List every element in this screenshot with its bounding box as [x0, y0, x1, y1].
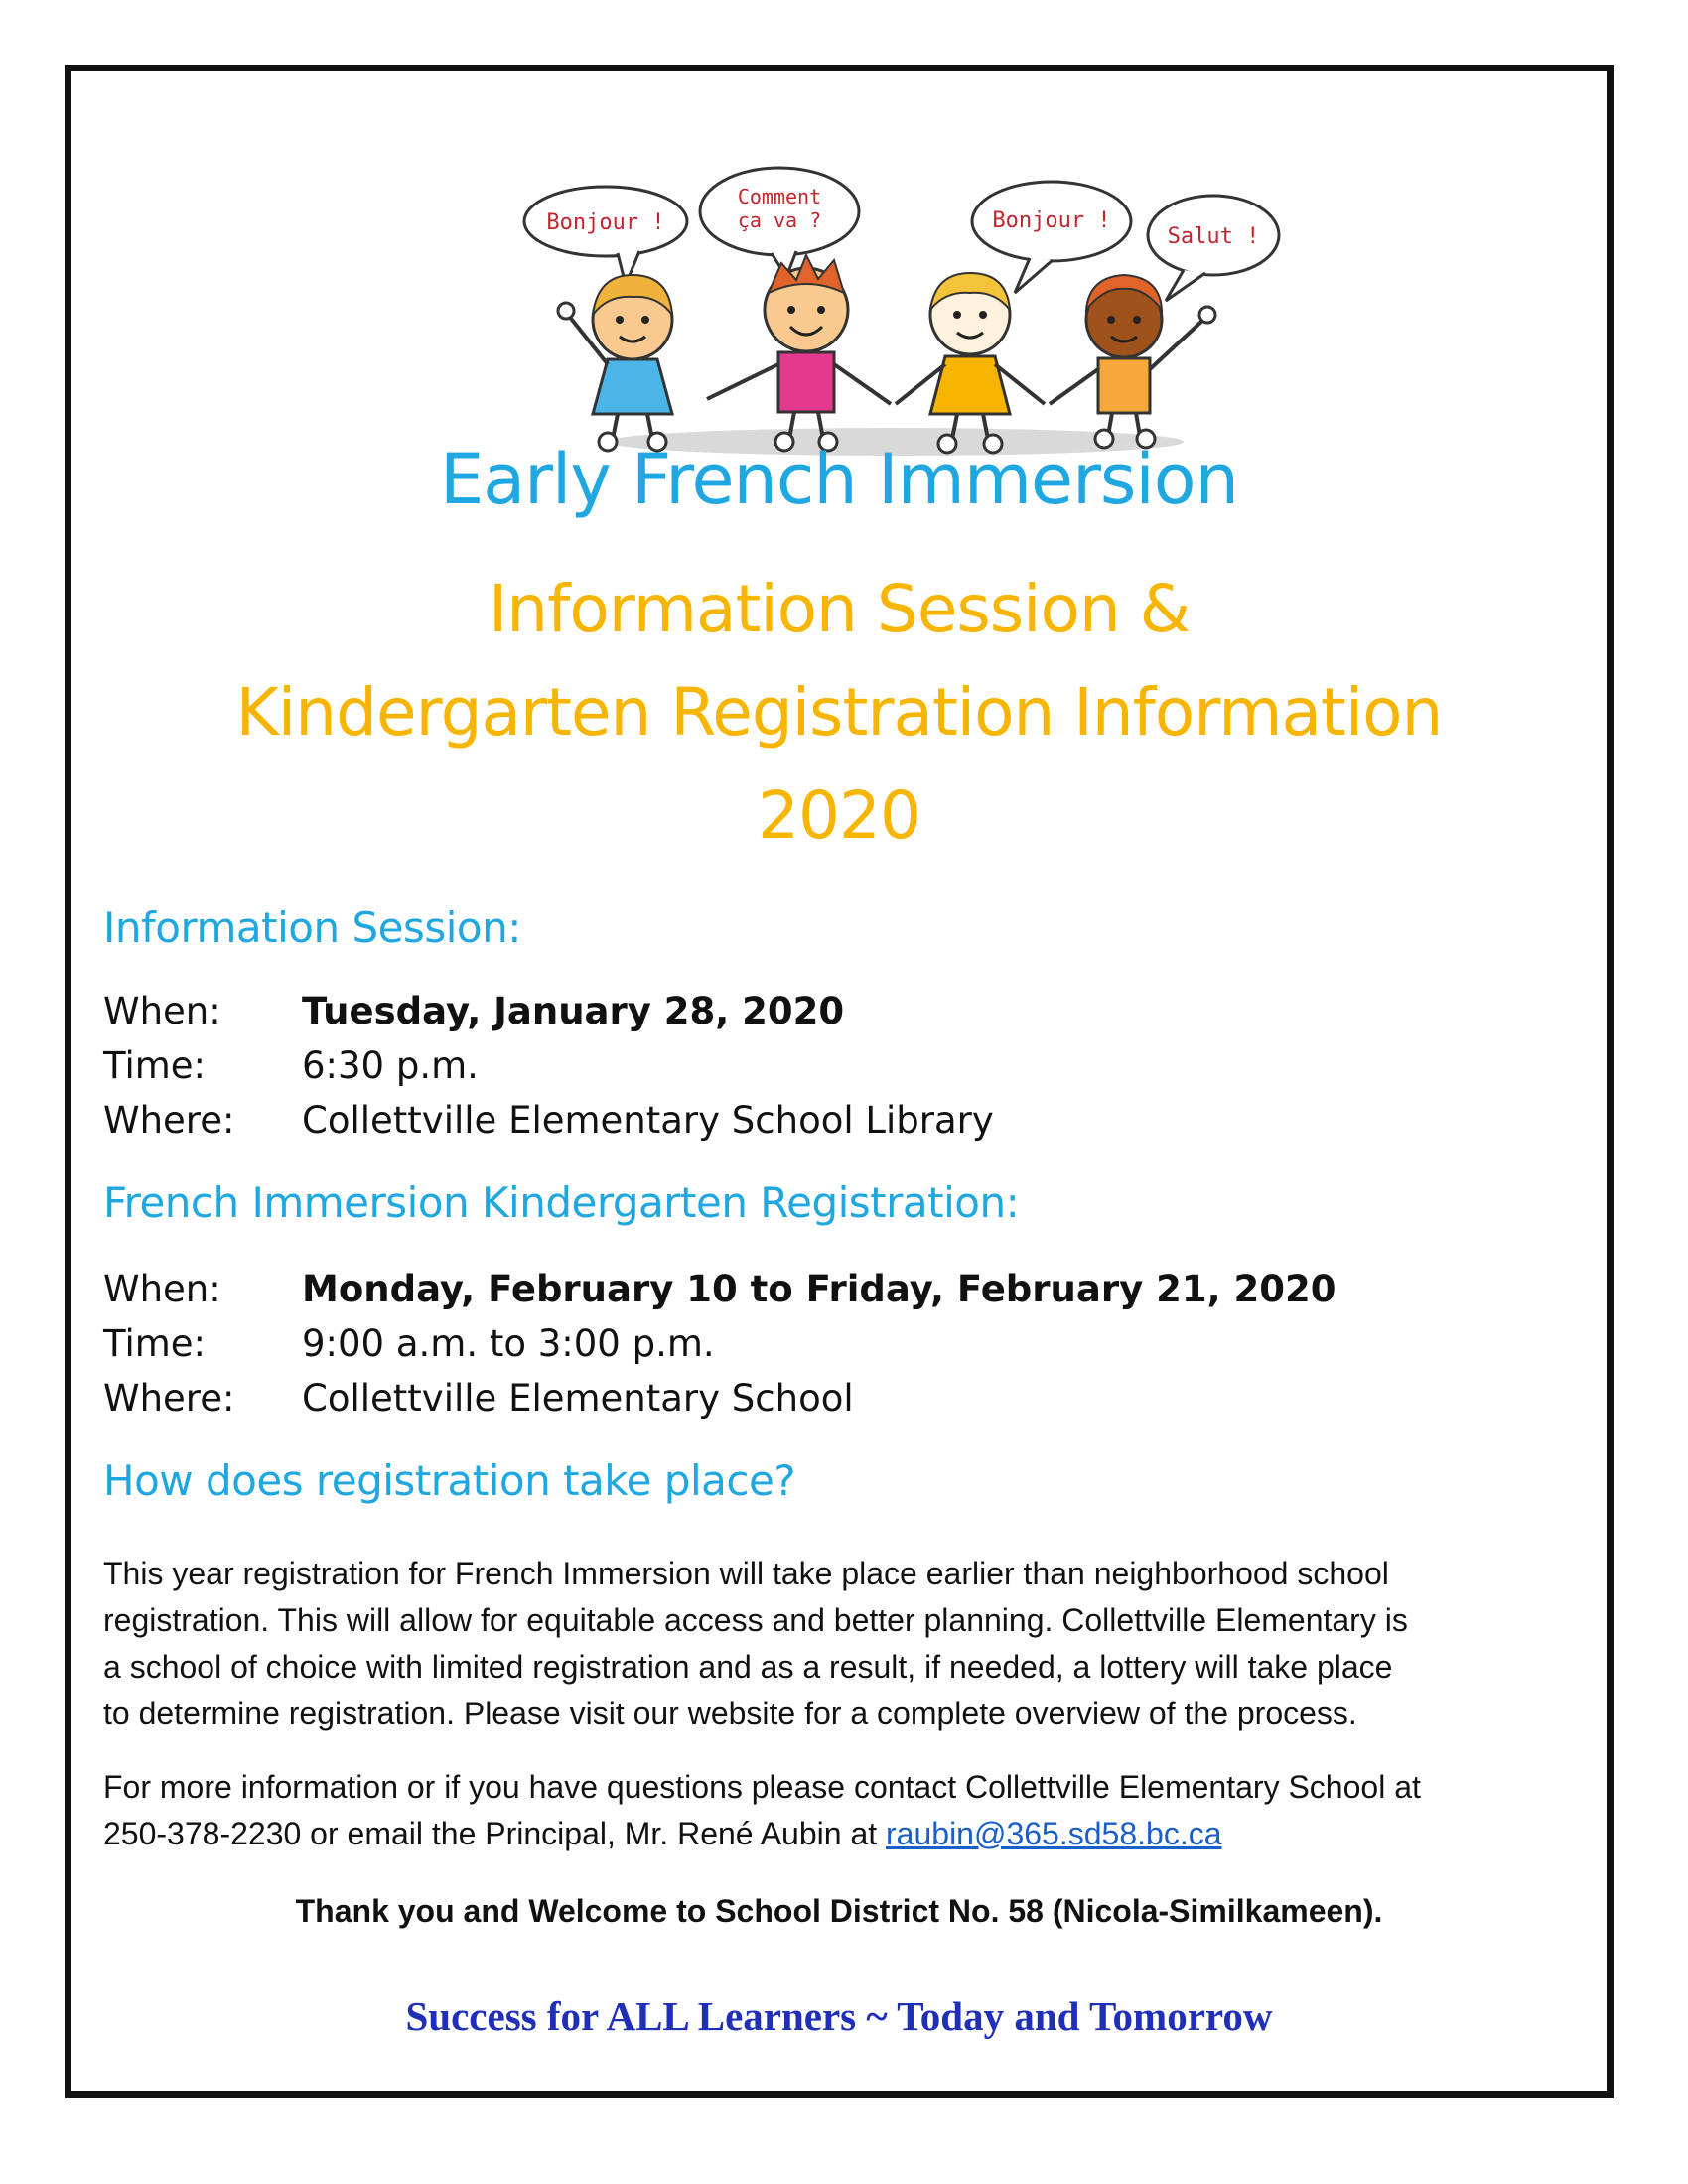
kid-4: [1050, 275, 1215, 448]
how-line-3: a school of choice with limited registration and as a result, if needed, a lottery will take place: [103, 1649, 1393, 1685]
thanks-text: Thank you and Welcome to School District No. 58 (Nicola-Similkameen).: [295, 1893, 1383, 1929]
kids-illustration: [508, 116, 1283, 483]
reg-where-label: Where:: [103, 1377, 235, 1420]
info-time-label: Time:: [103, 1044, 207, 1087]
speech-bubble-3: [972, 182, 1131, 293]
subtitle-line1: Information Session &: [488, 571, 1191, 647]
info-where-value: Collettville Elementary School Library: [302, 1099, 994, 1142]
speech-bubble-1: [524, 187, 687, 285]
reg-time-label: Time:: [103, 1322, 207, 1365]
registration-heading: French Immersion Kindergarten Registration:: [103, 1178, 1020, 1227]
page-subtitle: [71, 558, 1607, 868]
svg-text:ça va ?: ça va ?: [737, 208, 822, 232]
reg-where-value: Collettville Elementary School: [302, 1377, 854, 1420]
speech-bubble-4: [1148, 196, 1279, 301]
info-when-row: [103, 990, 844, 1032]
info-when-label: When:: [103, 990, 221, 1032]
how-line-4: to determine registration. Please visit our website for a complete overview of the process.: [103, 1696, 1357, 1731]
reg-when-value: Monday, February 10 to Friday, February 21, 2020: [302, 1268, 1336, 1310]
info-time-value: 6:30 p.m.: [302, 1044, 479, 1087]
reg-when-label: When:: [103, 1268, 221, 1310]
flyer-frame: [65, 65, 1614, 2098]
info-session-heading: Information Session:: [103, 903, 521, 952]
info-where-label: Where:: [103, 1099, 235, 1142]
reg-where-row: [103, 1377, 854, 1420]
how-paragraph: [103, 1551, 1593, 1737]
svg-text:Salut !: Salut !: [1167, 224, 1260, 249]
reg-time-row: [103, 1322, 715, 1365]
principal-email-link[interactable]: raubin@365.sd58.bc.ca: [886, 1816, 1222, 1851]
info-where-row: [103, 1099, 994, 1142]
contact-line-2: [103, 1811, 1593, 1857]
kid-1: [558, 275, 672, 451]
contact-paragraph: [103, 1764, 1593, 1857]
subtitle-year: 2020: [758, 777, 920, 854]
contact-line-1: For more information or if you have questions please contact Collettville Elementary School at: [103, 1769, 1421, 1805]
reg-when-row: [103, 1268, 1336, 1310]
how-line-1: This year registration for French Immersion will take place earlier than neighborhood school: [103, 1556, 1389, 1591]
motto-text: Success for ALL Learners ~ Today and Tomorrow: [405, 1993, 1273, 2039]
kid-3: [896, 273, 1045, 453]
subtitle-line2: Kindergarten Registration Information: [235, 674, 1443, 751]
svg-text:Comment: Comment: [737, 185, 822, 208]
info-time-row: [103, 1044, 479, 1087]
svg-text:Bonjour !: Bonjour !: [546, 210, 665, 235]
page-title: Early French Immersion: [440, 439, 1238, 520]
how-line-2: registration. This will allow for equitable access and better planning. Collettville Elementary is: [103, 1602, 1408, 1638]
svg-text:Bonjour !: Bonjour !: [992, 208, 1111, 233]
reg-time-value: 9:00 a.m. to 3:00 p.m.: [302, 1322, 715, 1365]
kid-2: [707, 255, 891, 451]
info-when-value: Tuesday, January 28, 2020: [302, 990, 845, 1032]
how-heading: How does registration take place?: [103, 1456, 796, 1505]
contact-line-2-text: 250-378-2230 or email the Principal, Mr. René Aubin at: [103, 1816, 887, 1851]
